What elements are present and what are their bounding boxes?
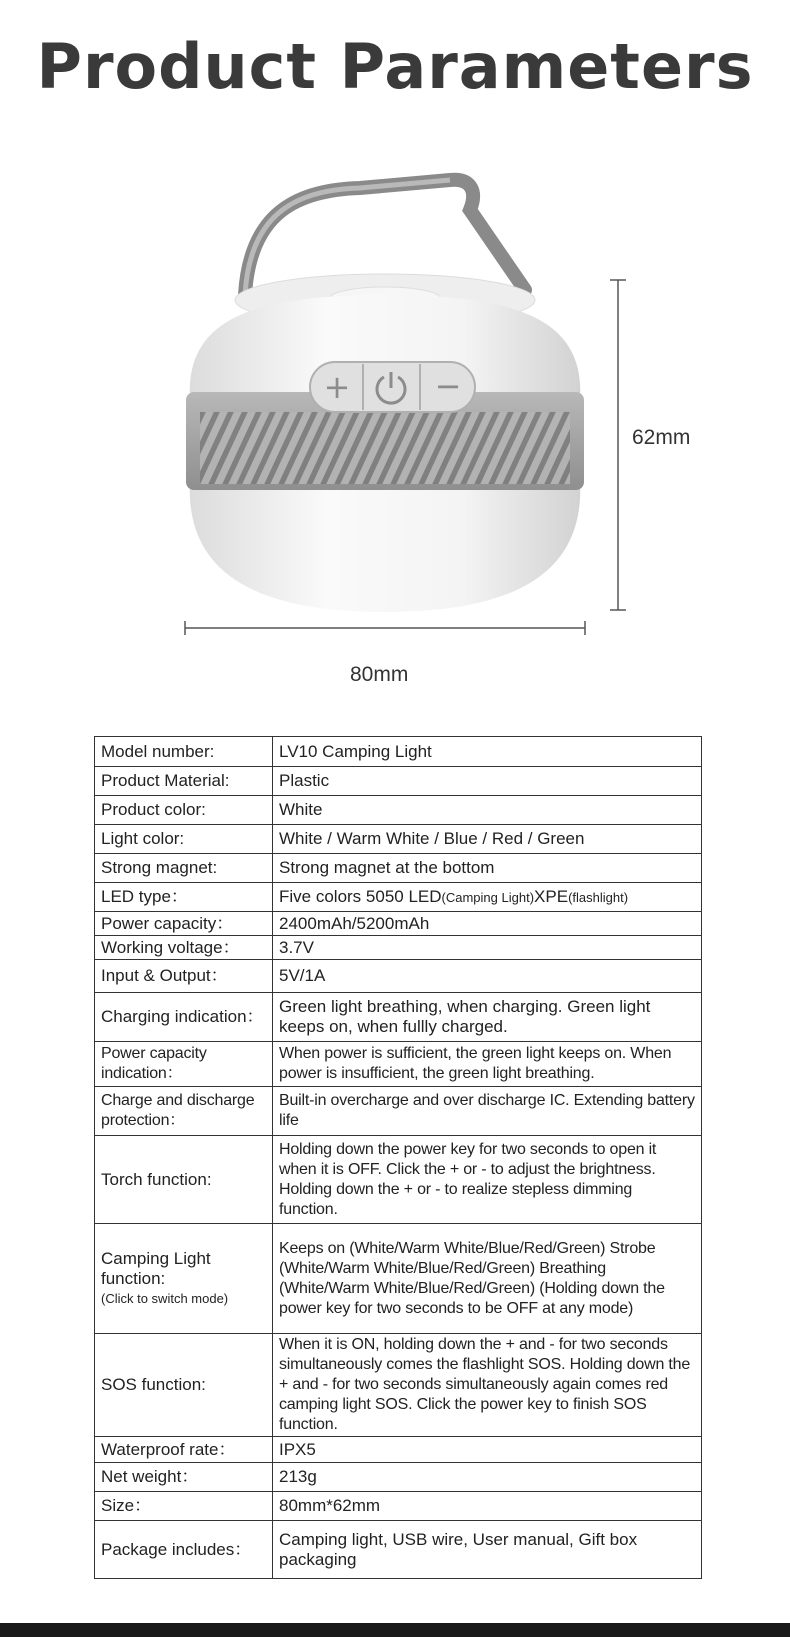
table-row [95, 1492, 702, 1521]
param-key: Product Material: [95, 767, 273, 796]
table-row [95, 1087, 702, 1136]
param-value: 80mm*62mm [273, 1492, 702, 1521]
table-row [95, 737, 702, 767]
param-key: Size： [95, 1492, 273, 1521]
lower-body [190, 480, 581, 612]
bottom-bar [0, 1623, 790, 1637]
table-row [95, 960, 702, 993]
table-row [95, 767, 702, 796]
param-key: Strong magnet: [95, 854, 273, 883]
param-key: Light color: [95, 825, 273, 854]
height-label: 62mm [632, 426, 691, 449]
param-value: 2400mAh/5200mAh [273, 912, 702, 936]
param-value [273, 883, 702, 912]
param-key: SOS function: [95, 1334, 273, 1437]
param-value: White [273, 796, 702, 825]
table-row [95, 1042, 702, 1087]
led-type-xpe: XPE [534, 886, 569, 906]
param-value: IPX5 [273, 1437, 702, 1463]
table-row [95, 1437, 702, 1463]
camping-function-note: (Click to switch mode) [101, 1290, 229, 1306]
table-row [95, 796, 702, 825]
param-value: 3.7V [273, 936, 702, 960]
param-key: Package includes： [95, 1521, 273, 1579]
param-key: Torch function: [95, 1136, 273, 1224]
led-type-camping: (Camping Light) [441, 889, 535, 905]
param-value: Built-in overcharge and over discharge IC. Extending battery life [273, 1087, 702, 1136]
param-key: Power capacity indication： [95, 1042, 273, 1087]
param-value: When power is sufficient, the green light keeps on. When power is insufficient, the green light breathing. [273, 1042, 702, 1087]
param-value: Holding down the power key for two seconds to open it when it is OFF. Click the + or - to adjust the brightness. Holding down the + or - to realize stepless dimming function. [273, 1136, 702, 1224]
param-key: Model number: [95, 737, 273, 767]
product-image-area [0, 150, 790, 710]
minus-icon: − [434, 367, 462, 405]
table-row [95, 912, 702, 936]
plus-icon: + [323, 368, 351, 406]
param-key: Working voltage： [95, 936, 273, 960]
param-key [95, 1224, 273, 1334]
param-key: Charging indication： [95, 993, 273, 1042]
param-key: Input & Output： [95, 960, 273, 993]
led-type-flashlight: (flashlight) [568, 889, 629, 905]
param-key: Net weight： [95, 1463, 273, 1492]
param-key: LED type： [95, 883, 273, 912]
table-row [95, 1521, 702, 1579]
table-row [95, 854, 702, 883]
param-value: White / Warm White / Blue / Red / Green [273, 825, 702, 854]
table-row [95, 1136, 702, 1224]
param-value: Green light breathing, when charging. Green light keeps on, when fullly charged. [273, 993, 702, 1042]
param-value: 5V/1A [273, 960, 702, 993]
led-type-main: Five colors 5050 LED [279, 886, 442, 906]
width-label: 80mm [350, 663, 409, 686]
table-row [95, 936, 702, 960]
table-row [95, 1224, 702, 1334]
param-key: Charge and discharge protection： [95, 1087, 273, 1136]
camping-function-key: Camping Light function: [101, 1248, 211, 1288]
table-row [95, 1463, 702, 1492]
table-row [95, 825, 702, 854]
param-key: Product color: [95, 796, 273, 825]
table-row [95, 993, 702, 1042]
param-key: Power capacity： [95, 912, 273, 936]
param-value: LV10 Camping Light [273, 737, 702, 767]
param-value: Strong magnet at the bottom [273, 854, 702, 883]
param-value: Camping light, USB wire, User manual, Gift box packaging [273, 1521, 702, 1579]
table-row [95, 883, 702, 912]
param-value: Keeps on (White/Warm White/Blue/Red/Green) Strobe (White/Warm White/Blue/Red/Green) Breathing (White/Warm White/Blue/Red/Green) (Holding down the power key for two seconds to be OFF at any mode) [273, 1224, 702, 1334]
param-key: Waterproof rate： [95, 1437, 273, 1463]
table-row [95, 1334, 702, 1437]
parameters-table [94, 736, 702, 1579]
param-value: When it is ON, holding down the + and - for two seconds simultaneously comes the flashlight SOS. Holding down the + and - for two seconds simultaneously again comes red camping light SOS. Click the power key to finish SOS function. [273, 1334, 702, 1437]
param-value: 213g [273, 1463, 702, 1492]
param-value: Plastic [273, 767, 702, 796]
page-title: Product Parameters [36, 30, 754, 103]
